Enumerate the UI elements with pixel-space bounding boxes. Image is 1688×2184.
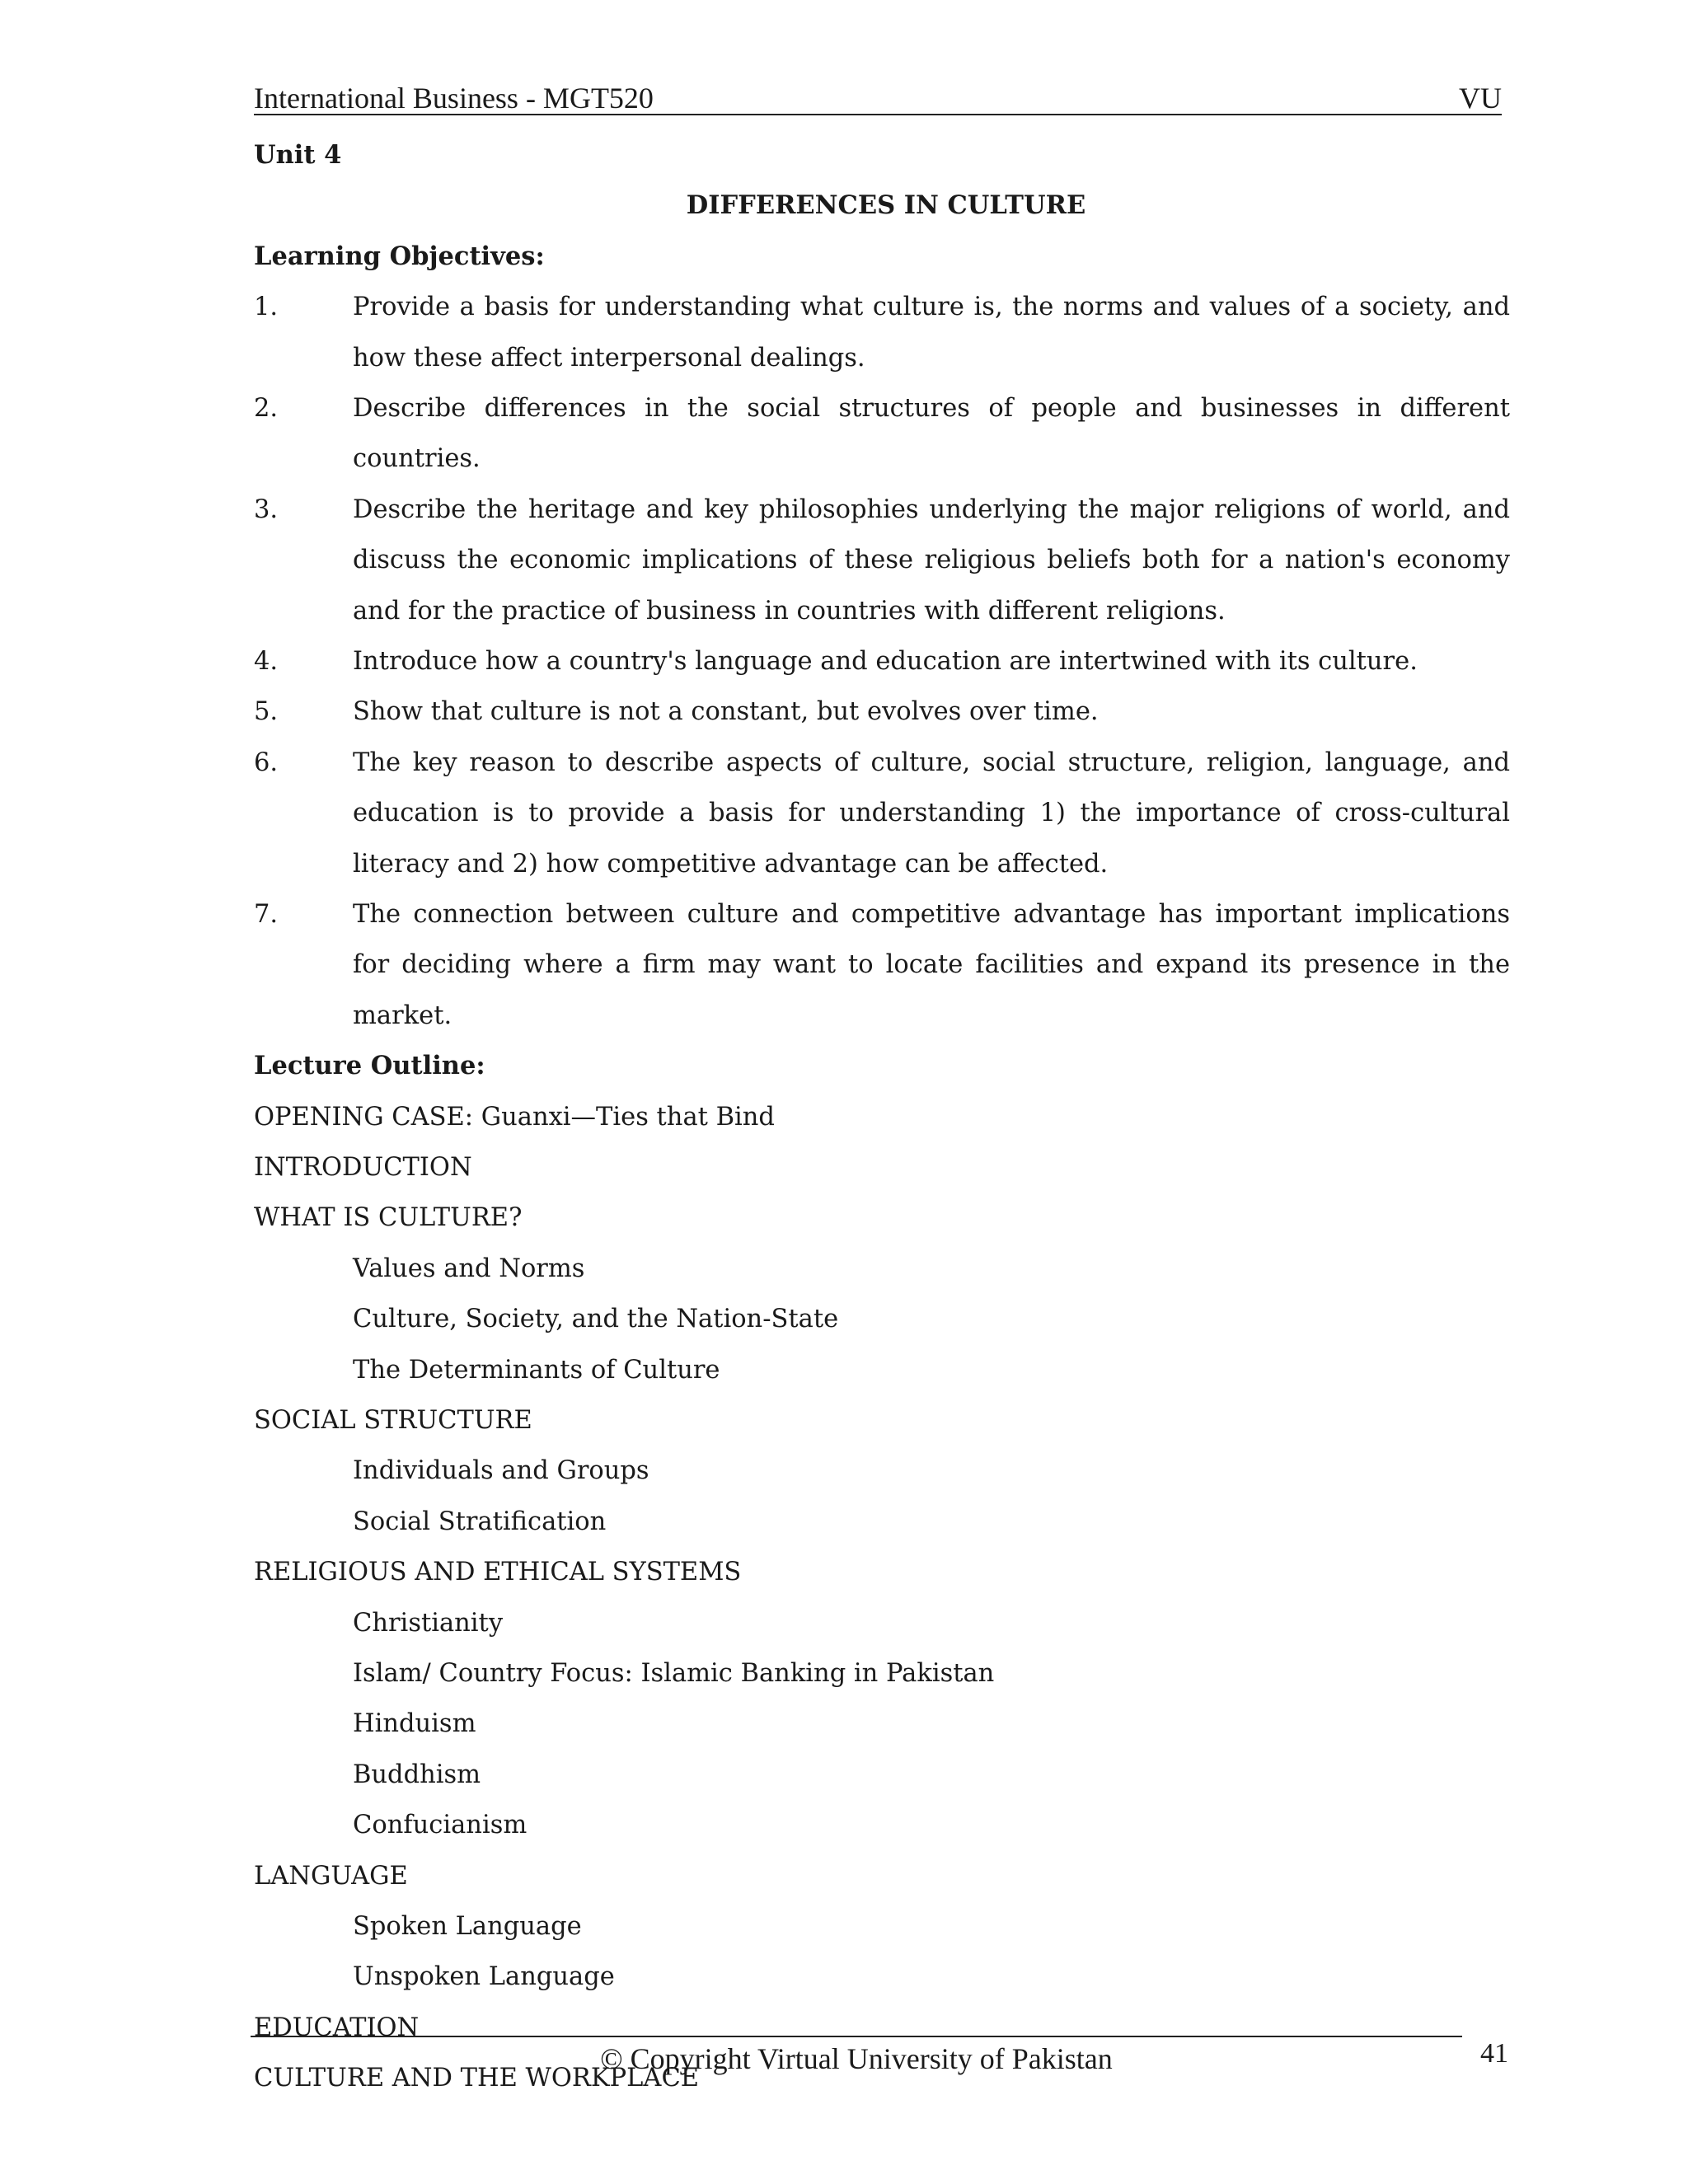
outline-section: SOCIAL STRUCTURE — [254, 1406, 532, 1435]
objective-item — [254, 383, 1510, 485]
objective-text: Introduce how a country's language and education are intertwined with its culture. — [353, 647, 1418, 677]
unit-label: Unit 4 — [254, 140, 342, 170]
objective-number: 4. — [254, 647, 279, 677]
outline-subsection: Hinduism — [353, 1709, 476, 1739]
objective-number: 1. — [254, 293, 279, 322]
objective-number: 3. — [254, 494, 279, 524]
objective-item — [254, 889, 1510, 1041]
outline-subsection: Christianity — [353, 1608, 504, 1638]
outline-section: OPENING CASE: Guanxi—Ties that Bind — [254, 1102, 775, 1132]
page-content — [254, 130, 1510, 2103]
outline-subsection: Culture, Society, and the Nation-State — [353, 1305, 839, 1334]
objective-text: Provide a basis for understanding what culture is, the norms and values of a society, and how these affect interpersonal dealings. — [353, 293, 1510, 373]
objectives-list — [254, 282, 1510, 1041]
course-title: International Business - MGT520 — [254, 82, 654, 115]
page-title: DIFFERENCES IN CULTURE — [686, 190, 1086, 221]
outline-heading: Lecture Outline: — [254, 1051, 485, 1081]
outline-section: LANGUAGE — [254, 1861, 408, 1891]
institution-abbr: VU — [1459, 82, 1502, 115]
outline-subsection: Spoken Language — [353, 1911, 582, 1941]
outline-subsection: Buddhism — [353, 1760, 481, 1789]
objective-text: Show that culture is not a constant, but evolves over time. — [353, 697, 1099, 727]
objective-item — [254, 687, 1510, 737]
outline-subsection: Confucianism — [353, 1811, 528, 1840]
objectives-heading: Learning Objectives: — [254, 241, 545, 271]
outline-section: EDUCATION — [254, 2013, 420, 2042]
outline-subsection: Unspoken Language — [353, 1962, 615, 1992]
outline-subsection: Individuals and Groups — [353, 1456, 649, 1486]
outline-subsection: The Determinants of Culture — [353, 1355, 720, 1385]
objective-number: 5. — [254, 697, 279, 727]
page-number: 41 — [1480, 2038, 1508, 2069]
objective-item — [254, 636, 1510, 687]
objective-text: Describe differences in the social structures of people and businesses in different countries. — [353, 393, 1510, 474]
outline-subsection: Values and Norms — [353, 1254, 585, 1283]
objective-text: The key reason to describe aspects of culture, social structure, religion, language, and education is to provide a basis for understanding 1) the importance of cross-cultural literacy and 2) how competitive advantage can be affected. — [353, 748, 1510, 879]
outline-section: CULTURE AND THE WORKPLACE — [254, 2064, 700, 2093]
lecture-outline — [254, 1092, 1510, 2104]
footer-rule — [251, 2036, 1462, 2037]
copyright-notice: © Copyright Virtual University of Pakistan — [600, 2042, 1113, 2075]
objective-item — [254, 282, 1510, 383]
objective-number: 7. — [254, 900, 279, 930]
page-header — [254, 76, 1502, 115]
objective-number: 2. — [254, 393, 279, 423]
outline-section: WHAT IS CULTURE? — [254, 1203, 523, 1233]
objective-item — [254, 738, 1510, 889]
outline-section: INTRODUCTION — [254, 1153, 472, 1183]
objective-text: The connection between culture and competitive advantage has important implications for deciding where a firm may want to locate facilities and expand its presence in the market. — [353, 900, 1510, 1030]
outline-subsection: Social Stratification — [353, 1507, 607, 1536]
objective-number: 6. — [254, 748, 279, 777]
objective-text: Describe the heritage and key philosophies underlying the major religions of world, and discuss the economic implications of these religious beliefs both for a nation's economy and for the practice of business in countries with different religions. — [353, 494, 1510, 626]
objective-item — [254, 485, 1510, 636]
outline-subsection: Islam/ Country Focus: Islamic Banking in Pakistan — [353, 1658, 995, 1688]
outline-section: RELIGIOUS AND ETHICAL SYSTEMS — [254, 1558, 742, 1587]
